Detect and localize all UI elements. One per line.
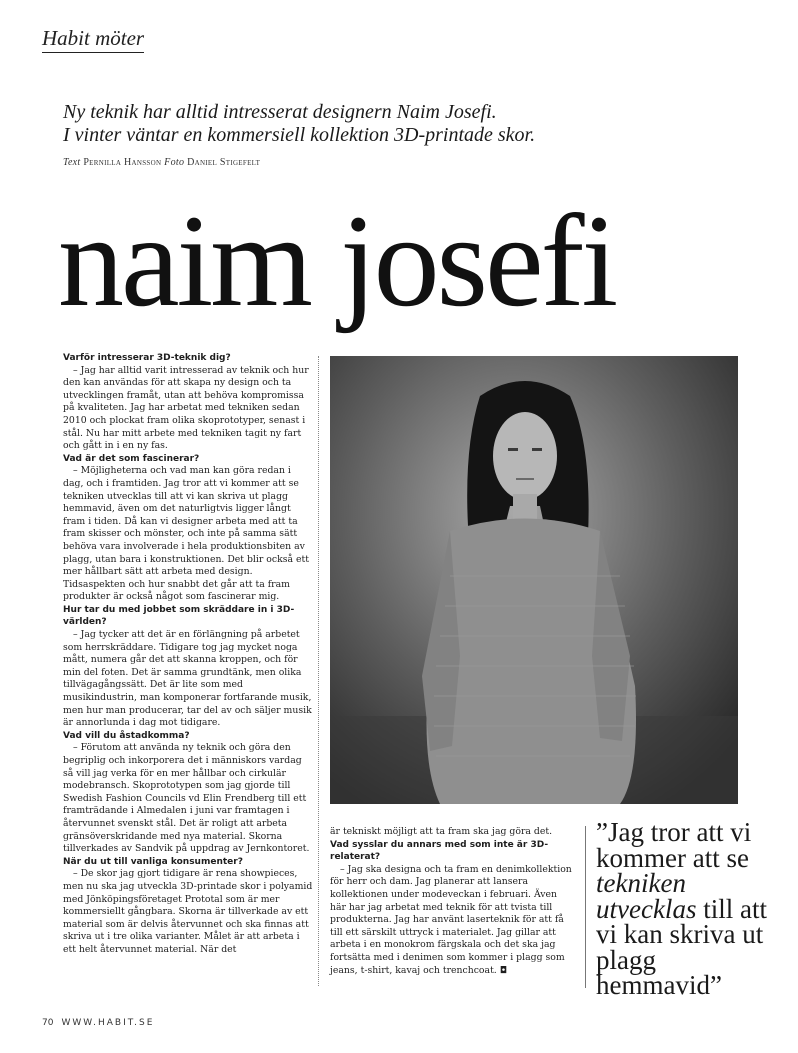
byline-photo-label: Foto xyxy=(164,157,185,168)
interview-question: Varför intresserar 3D-teknik dig? xyxy=(63,353,231,363)
pull-quote-after: till att vi kan skriva ut plagg hemmavid” xyxy=(596,893,767,1000)
interview-column-2 xyxy=(330,826,575,977)
interview-answer: – Förutom att använda ny teknik och göra den begriplig och inkorporera det i människors vardag så vill jag verka för en mer hållbar och cirkulär modebransch. Skoprototypen som jag gjorde till Swedish Fashion Councils vd Elin Frendberg till ett framträdande i Almedalen i juni var framtagen i återvunnet svenskt stål. Det är roligt att arbeta gränsöverskridande med nya material. Skorna tillverkades av Sandvik på uppdrag av Jernkontoret. xyxy=(63,742,310,855)
interview-question: Vad sysslar du annars med som inte är 3D-relaterat? xyxy=(330,839,549,863)
pull-quote-before: ”Jag tror att vi kommer att se xyxy=(596,817,752,873)
lede-line-2: I vinter väntar en kommersiell kollektion 3D-printade skor. xyxy=(63,124,536,146)
pull-quote-emphasis: tekniken utvecklas xyxy=(596,868,697,924)
byline-text-label: Text xyxy=(63,157,81,168)
interview-column-1 xyxy=(63,352,313,957)
interview-answer: – Jag har alltid varit intresserad av teknik och hur den kan användas för att skapa ny design och ta utvecklingen framåt, utan att behöva kompromissa på kvaliteten. Jag har arbetat med tekniken sedan 2010 och plockat fram olika skoprototyper, senast i stål. Nu har mitt arbete med tekniken tagit ny fart och gått in i en ny fas. xyxy=(63,364,309,452)
pull-quote-rule xyxy=(585,826,586,988)
byline xyxy=(63,157,260,168)
byline-photographer: Daniel Stigefelt xyxy=(187,157,261,168)
site-url: WWW.HABIT.SE xyxy=(61,1018,155,1028)
interview-answer: – Jag ska designa och ta fram en denimkollektion för herr och dam. Jag planerar att lansera kollektionen under modeveckan i februari. Även här har jag arbetat med teknik för att tvista till produkterna. Jag har använt laserteknik för att få till ett särskilt uttryck i materialet. Jag gillar att arbeta i en monokrom färgskala och det ska jag fortsätta med i denimen som kommer i plagg som jeans, t-shirt, kavaj och trenchcoat. ◘ xyxy=(330,863,572,976)
pull-quote xyxy=(596,817,786,1000)
portrait-photo xyxy=(330,356,738,804)
interview-answer: – De skor jag gjort tidigare är rena showpieces, men nu ska jag utveckla 3D-printade skor i polyamid med Jönköpingsföretaget Prototal som är mer kommersiellt gångbara. Skorna är tillverkade av ett material som är delvis återvunnet och ska finnas att skriva ut i tre olika varianter. Målet är att arbeta i ett helt återvunnet material. När det xyxy=(63,868,313,955)
interview-answer: – Möjligheterna och vad man kan göra redan i dag, och i framtiden. Jag tror att vi kommer att se tekniken utvecklas till att vi kan skriva ut plagg hemmavid, även om det naturligtvis ligger långt fram i tiden. Då kan vi designer arbeta med att ta fram skisser och mönster, och inte på samma sätt behöva vara involverade i hela produktionsbiten av plagg, utan bara i konstruktionen. Det blir också ett mer hållbart sätt att arbeta med design. Tidsaspekten och hur snabbt det går att ta fram produkter är också något som fascinerar mig. xyxy=(63,465,309,603)
interview-question: Vad är det som fascinerar? xyxy=(63,453,200,464)
interview-question: Vad vill du åstadkomma? xyxy=(63,730,190,741)
interview-question: Hur tar du med jobbet som skräddare in i 3D-världen? xyxy=(63,604,295,628)
byline-writer: Pernilla Hansson xyxy=(83,157,162,168)
column-divider xyxy=(318,356,319,986)
section-label: Habit möter xyxy=(42,26,144,53)
page-footer xyxy=(42,1018,154,1028)
headline: naim josefi xyxy=(58,187,616,334)
lede xyxy=(63,101,763,147)
lede-line-1: Ny teknik har alltid intresserat designern Naim Josefi. xyxy=(63,101,497,123)
interview-question: När du ut till vanliga konsumenter? xyxy=(63,856,243,867)
interview-answer: – Jag tycker att det är en förlängning på arbetet som herrskräddare. Tidigare tog jag mycket noga mått, numera går det att skanna kroppen, och för min del foten. Det är samma grundtänk, men olika tillvägagångssätt. Det är lite som med musikindustrin, man komponerar fortfarande musik, men hur man producerar, tar del av och säljer musik är annorlunda i dag mot tidigare. xyxy=(63,629,312,729)
portrait-illustration xyxy=(330,356,738,804)
page-number: 70 xyxy=(42,1018,54,1028)
interview-answer: är tekniskt möjligt att ta fram ska jag göra det. xyxy=(330,826,553,837)
